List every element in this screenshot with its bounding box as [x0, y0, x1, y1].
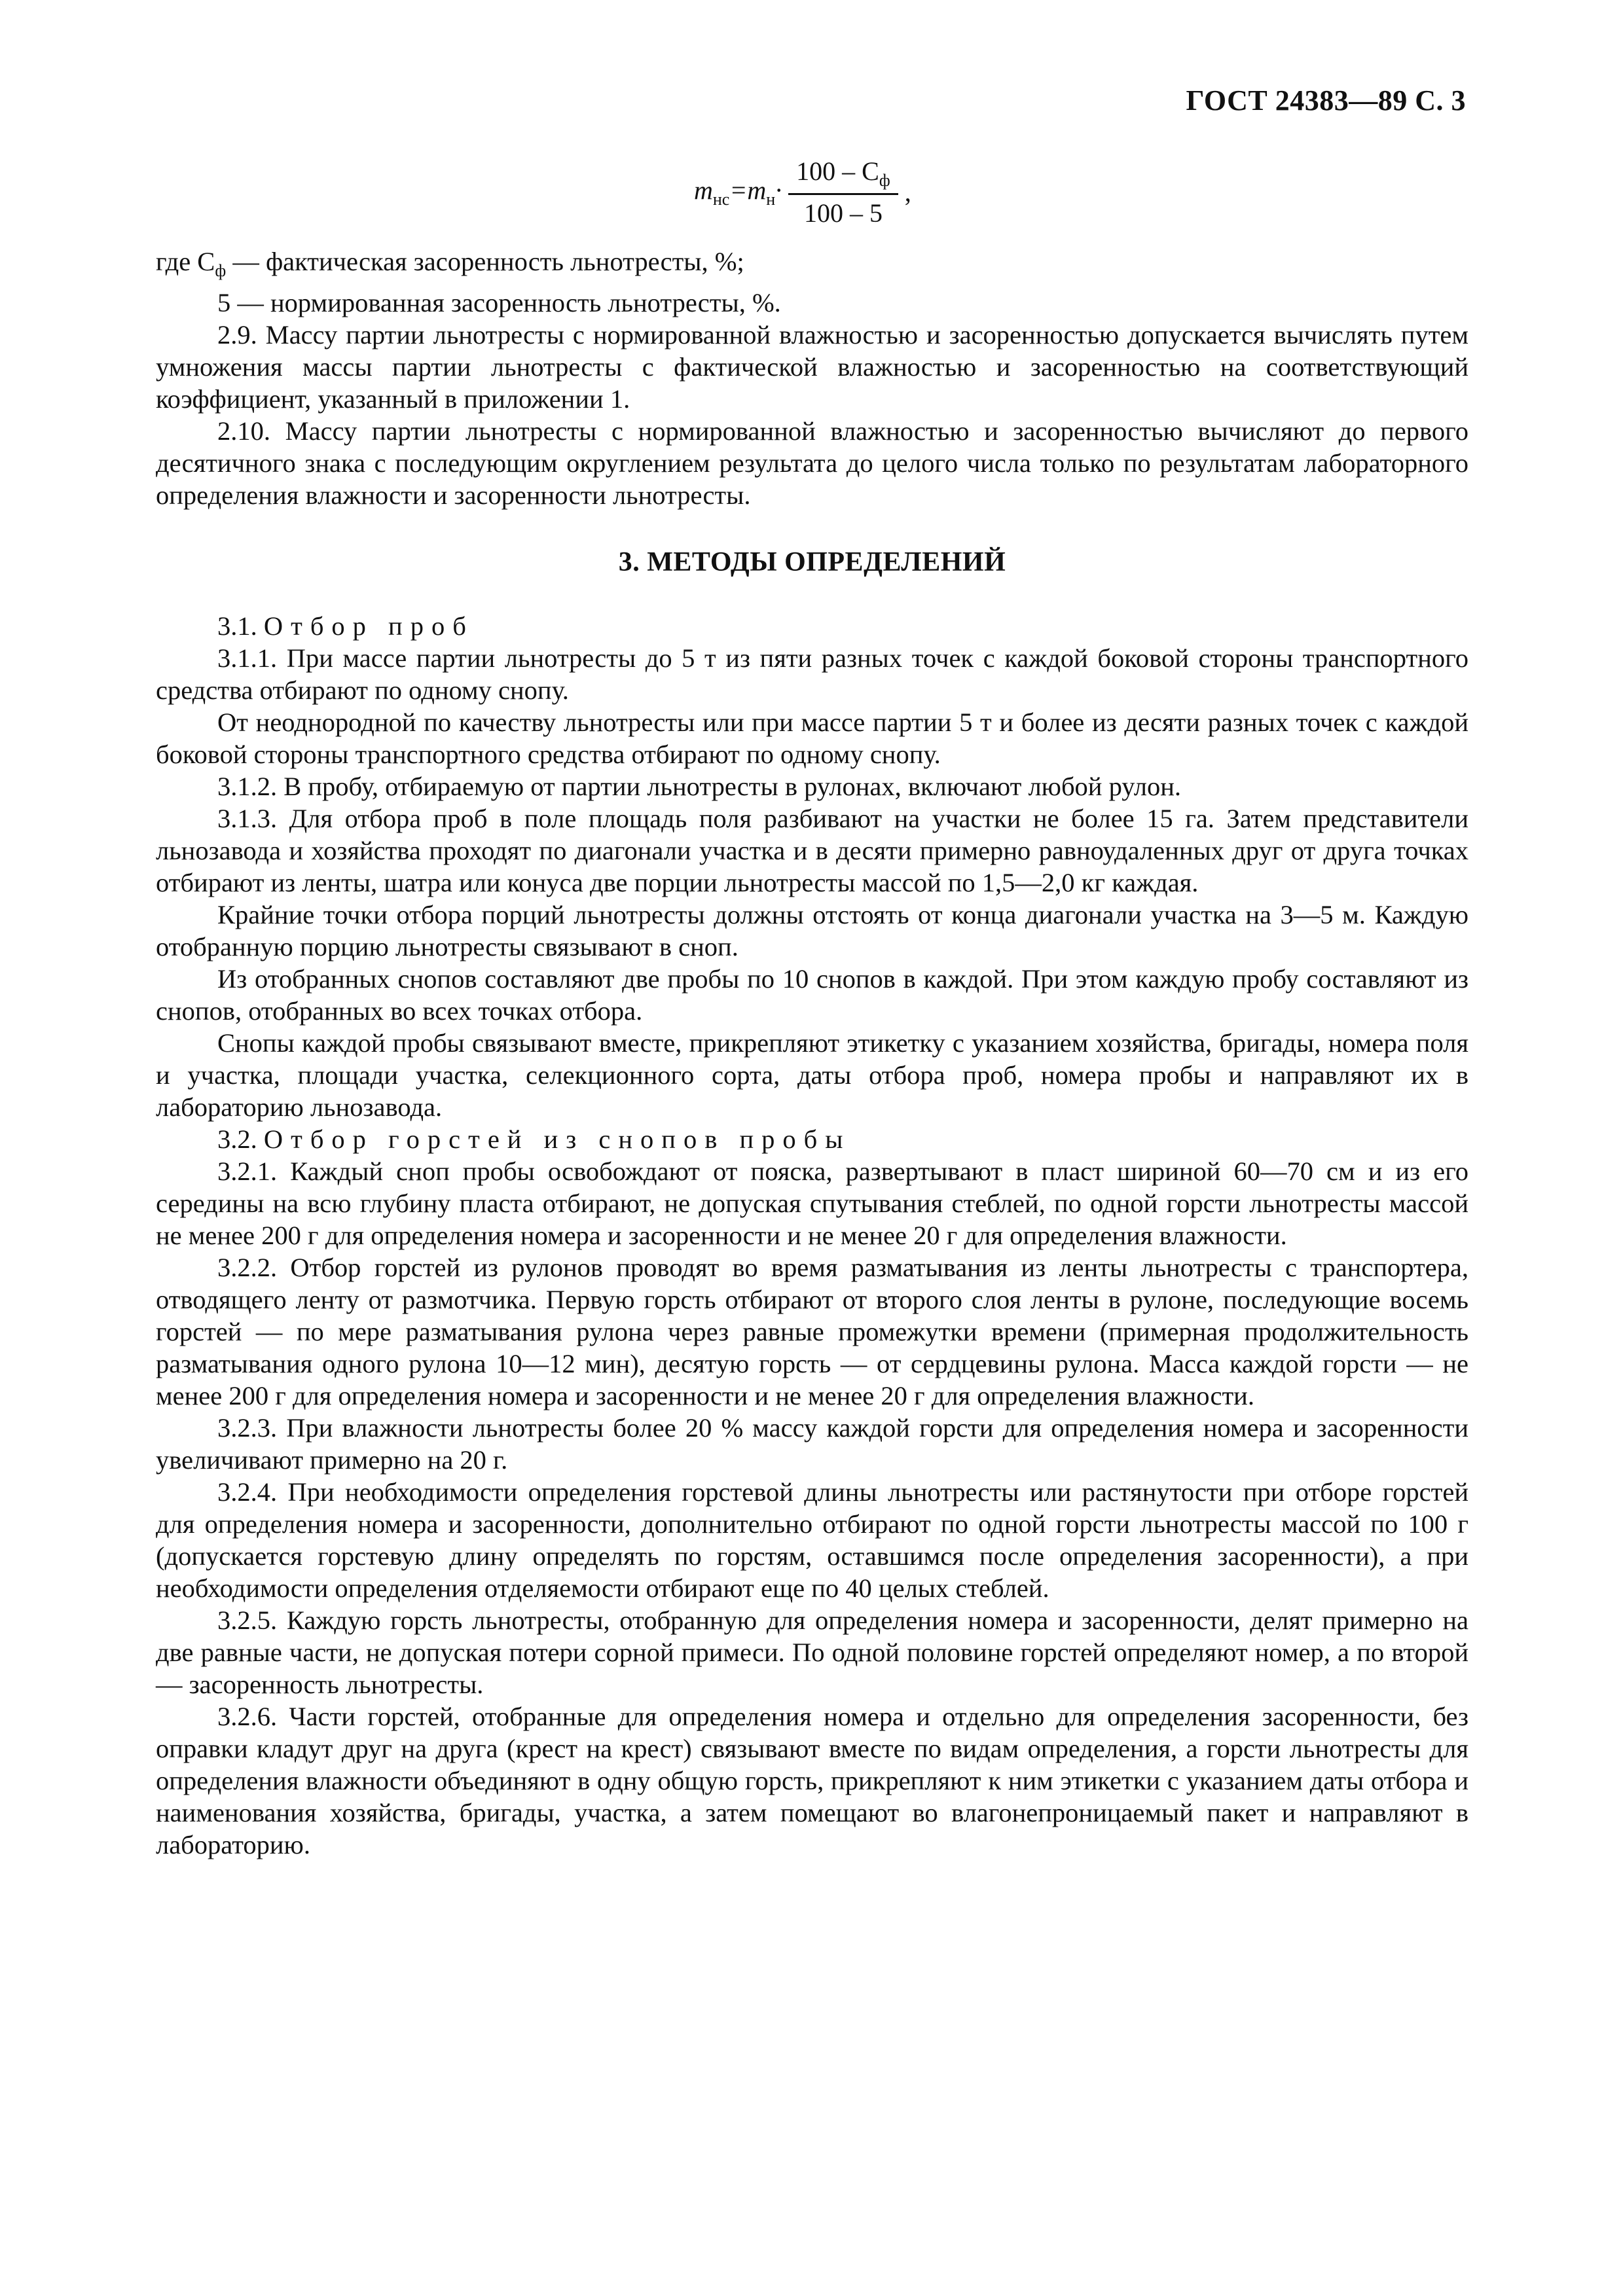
formula-numerator: $100 - C_ф$: [788, 156, 898, 195]
formula-tail: ,: [904, 177, 911, 207]
paragraph-3-2-2: 3.2.2. Отбор горстей из рулонов проводят во время разматывания из ленты льнотресты с транспортера, отводящего ленту от размотчика. Первую горсть отбирают от второго слоя ленты в рулоне, последующие восемь горстей — по мере разматывания рулона через равные промежутки времени (примерная продолжительность разматывания одного рулона 10—12 мин), десятую горсть — от сердцевины рулона. Масса каждой горсти — не менее 200 г для определения номера и засоренности и не менее 20 г для определения влажности.: [156, 1253, 1468, 1411]
document-body: [156, 245, 1468, 1861]
section-title: 3. МЕТОДЫ ОПРЕДЕЛЕНИЙ: [618, 547, 1006, 578]
subsection-3-2-title: 3.2. Отбор горстей из снопов пробы: [217, 1124, 851, 1155]
paragraph-3-1-3: 3.1.3. Для отбора проб в поле площадь поля разбивают на участки не более 15 га. Затем представители льнозавода и хозяйства проходят по диагонали участка и в десяти примерно равноудаленных друг от друга точках отбирают из ленты, шатра или конуса две порции льнотресты массой по 1,5—2,0 кг каждая.: [156, 804, 1468, 898]
paragraph-2-9: 2.9. Массу партии льнотресты с нормированной влажностью и засоренностью допускается вычислять путем умножения массы партии льнотресты с фактической влажностью и засоренностью на соответствующий коэффициент, указанный в приложении 1.: [156, 320, 1468, 414]
paragraph-3-2-6: 3.2.6. Части горстей, отобранные для определения номера и отдельно для определения засоренности, без оправки кладут друг на друга (крест на крест) связывают вместе по видам определения, а горсти льнотресты для определения влажности объединяют в одну общую горсть, прикрепляют к ним этикетки с указанием даты отбора и наименования хозяйства, бригады, участка, а затем помещают во влагонепроницаемый пакет и направляют в лабораторию.: [156, 1702, 1468, 1860]
formula-lhs-sub: нс: [712, 190, 730, 209]
page-header: ГОСТ 24383—89 С. 3: [1186, 84, 1466, 117]
paragraph-3-1-3b: Крайние точки отбора порций льнотресты должны отстоять от конца диагонали участка на 3—5 м. Каждую отобранную порцию льнотресты связывают в сноп.: [156, 900, 1468, 962]
paragraph-3-1-1: 3.1.1. При массе партии льнотресты до 5 т из пяти разных точек с каждой боковой стороны транспортного средства отбирают по одному снопу.: [156, 643, 1468, 706]
paragraph-3-1-1b: От неоднородной по качеству льнотресты или при массе партии 5 т и более из десяти разных точек с каждой боковой стороны транспортного средства отбирают по одному снопу.: [156, 708, 1468, 770]
paragraph-2-10: 2.10. Массу партии льнотресты с нормированной влажностью и засоренностью вычисляют до первого десятичного знака с последующим округлением результата до целого числа только по результатам лабораторного определения влажности и засоренности льнотресты.: [156, 416, 1468, 511]
formula-denominator: 100 – 5: [803, 198, 883, 228]
subsection-3-1-title: 3.1. Отбор проб: [217, 611, 474, 641]
paragraph-3-2-5: 3.2.5. Каждую горсть льнотресты, отобранную для определения номера и засоренности, делят примерно на две равные части, не допуская потери сорной примеси. По одной половине горстей определяют номер, а по второй — засоренность льнотресты.: [156, 1605, 1468, 1700]
where-line-1: где $C_ф$ — фактическая засоренность льнотресты, %;: [156, 247, 744, 281]
formula-rhs-sub: н: [766, 190, 776, 209]
paragraph-3-1-3d: Снопы каждой пробы связывают вместе, прикрепляют этикетку с указанием хозяйства, бригады, номера поля и участка, площади участка, селекционного сорта, даты отбора проб, номера пробы и направляют их в лабораторию льнозавода.: [156, 1028, 1468, 1122]
paragraph-3-2-3: 3.2.3. При влажности льнотресты более 20 % массу каждой горсти для определения номера и засоренности увеличивают примерно на 20 г.: [156, 1413, 1468, 1475]
formula-num-sub: ф: [879, 171, 890, 190]
formula-eq: =m: [729, 175, 767, 205]
formula-lhs: m: [694, 175, 713, 205]
formula-dot: ·: [775, 175, 782, 205]
paragraph-3-1-3c: Из отобранных снопов составляют две пробы по 10 снопов в каждой. При этом каждую пробу составляют из снопов, отобранных во всех точках отбора.: [156, 964, 1468, 1026]
where-line-2: 5 — нормированная засоренность льнотресты, %.: [217, 288, 781, 318]
paragraph-3-1-2: 3.1.2. В пробу, отбираемую от партии льнотресты в рулонах, включают любой рулон.: [217, 772, 1182, 802]
paragraph-3-2-4: 3.2.4. При необходимости определения горстевой длины льнотресты или растянутости при отборе горстей для определения номера и засоренности, дополнительно отбирают по одной горсти льнотресты массой по 100 г (допускается горстевую длину определять по горстям, оставшимся после определения засоренности), а при необходимости определения отделяемости отбирают еще по 40 целых стеблей.: [156, 1477, 1468, 1604]
paragraph-3-2-1: 3.2.1. Каждый сноп пробы освобождают от пояска, развертывают в пласт шириной 60—70 см и из его середины на всю глубину пласта отбирают, не допуская спутывания стеблей, по одной горсти льнотресты массой не менее 200 г для определения номера и засоренности и не менее 20 г для определения влажности.: [156, 1157, 1468, 1251]
mass-formula: [694, 156, 911, 228]
formula-fraction: [788, 156, 898, 228]
